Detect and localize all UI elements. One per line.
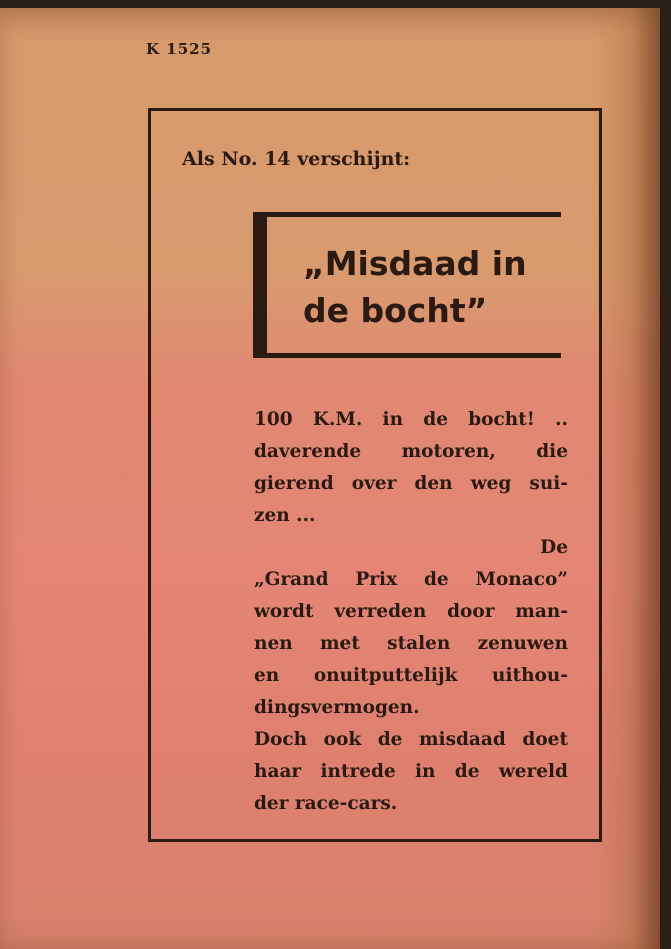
catalog-number: K 1525 <box>146 40 213 58</box>
blurb-line: en onuitputtelijk uithou- <box>254 665 568 686</box>
blurb-line: nen met stalen zenuwen <box>254 633 568 654</box>
blurb-line: der race-cars. <box>254 793 398 814</box>
blurb-line: haar intrede in de wereld <box>254 761 568 782</box>
title-line-1: „Misdaad in <box>303 244 527 283</box>
blurb-line: Doch ook de misdaad doet <box>254 729 568 750</box>
blurb-line: wordt verreden door man- <box>254 601 568 622</box>
title-line-2: de bocht” <box>303 291 488 330</box>
blurb-line: De <box>540 537 568 558</box>
blurb-line: gierend over den weg sui- <box>254 473 568 494</box>
blurb-line: 100 K.M. in de bocht! .. <box>254 409 568 430</box>
next-title <box>303 240 565 334</box>
blurb-line: dingsvermogen. <box>254 697 420 718</box>
announcement-heading: Als No. 14 verschijnt: <box>182 148 411 170</box>
blurb-text <box>254 404 568 820</box>
blurb-line: daverende motoren, die <box>254 441 568 462</box>
blurb-line: zen ... <box>254 505 316 526</box>
blurb-line: „Grand Prix de Monaco” <box>254 569 568 590</box>
